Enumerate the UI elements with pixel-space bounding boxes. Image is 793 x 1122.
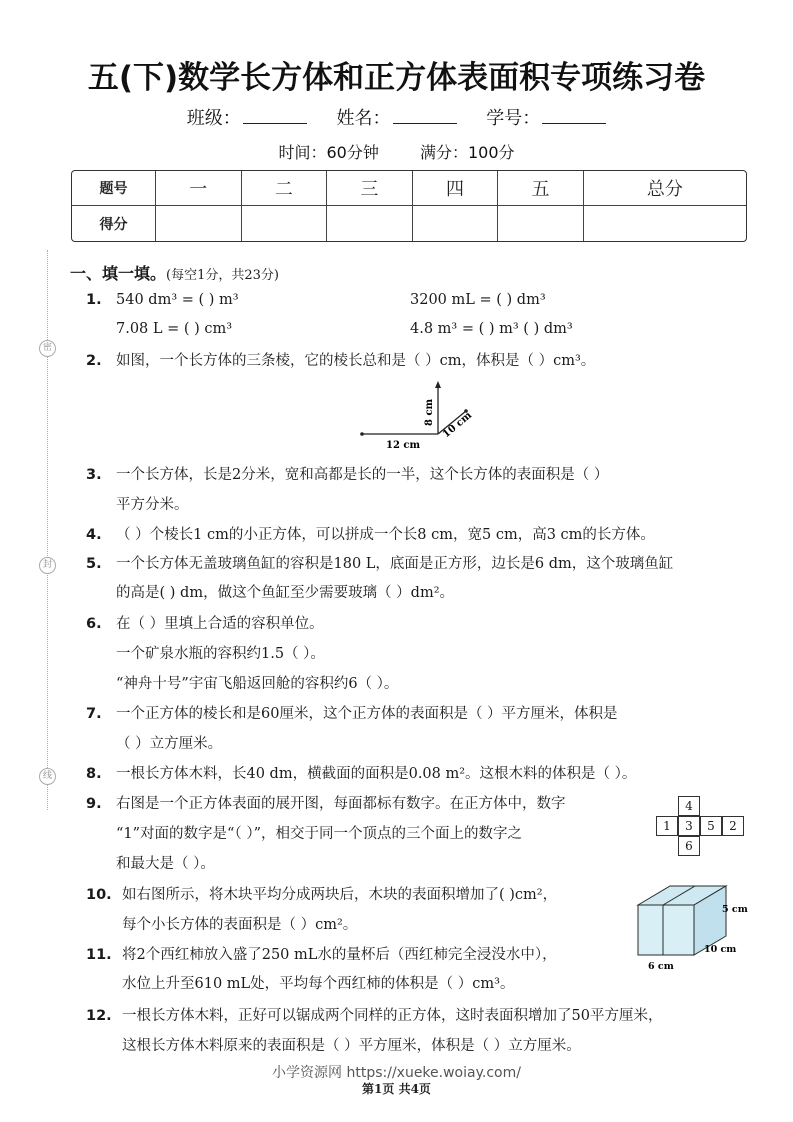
exam-meta: [0, 140, 793, 163]
question-7: 7. 一个正方体的棱长和是60厘米，这个正方体的表面积是（ ）平方厘米，体积是: [86, 706, 618, 722]
question-10: 10. 如右图所示，将木块平均分成两块后，木块的表面积增加了( )cm²，: [86, 887, 558, 903]
name-field[interactable]: 姓名：: [337, 104, 457, 130]
section-1-heading: 一、填一填。(每空1分，共23分): [70, 264, 279, 283]
net-face: 6: [678, 836, 700, 856]
score-table-cell: 得分: [72, 206, 156, 241]
score-table-cell: 五: [498, 171, 584, 206]
score-input-cell[interactable]: [584, 206, 746, 241]
cuboid-edges-figure: [350, 378, 490, 450]
score-input-cell[interactable]: [498, 206, 584, 241]
score-input-cell[interactable]: [242, 206, 328, 241]
svg-text:5 cm: 5 cm: [722, 904, 748, 915]
net-face: 1: [656, 816, 678, 836]
score-table-cell: 一: [156, 171, 242, 206]
svg-text:10 cm: 10 cm: [704, 944, 737, 955]
question-1a[interactable]: 540 dm³ = ( ) m³: [116, 292, 239, 308]
svg-text:8 cm: 8 cm: [424, 398, 435, 426]
page-title: 五(下)数学长方体和正方体表面积专项练习卷: [87, 60, 706, 96]
binding-mark-line: 线: [39, 768, 56, 785]
question-3: 3. 一个长方体，长是2分米，宽和高都是长的一半，这个长方体的表面积是（ ）: [86, 467, 609, 483]
score-table-cell: 二: [242, 171, 328, 206]
question-1c[interactable]: 7.08 L = ( ) cm³: [116, 321, 233, 337]
score-table-cell: 总分: [584, 171, 746, 206]
question-9: 9. 右图是一个正方体表面的展开图，每面都标有数字。在正方体中，数字: [86, 796, 566, 812]
score-table-cell: 题号: [72, 171, 156, 206]
question-1: 1. 540 dm³ = ( ) m³: [86, 292, 239, 308]
name-blank[interactable]: [393, 110, 457, 124]
binding-mark-close: 封: [39, 557, 56, 574]
svg-text:6 cm: 6 cm: [648, 961, 674, 972]
watermark: 小学资源网 https://xueke.woiay.com/: [272, 1065, 521, 1081]
question-1d[interactable]: 4.8 m³ = ( ) m³ ( ) dm³: [410, 321, 573, 337]
page-number: 第1页 共4页: [362, 1082, 431, 1096]
binding-mark-seal: 密: [39, 340, 56, 357]
net-face: 4: [678, 796, 700, 816]
score-table-cell: 三: [327, 171, 413, 206]
student-id-blank[interactable]: [542, 110, 606, 124]
class-blank[interactable]: [243, 110, 307, 124]
score-table-score-row: [72, 206, 746, 241]
split-block-figure: [630, 880, 760, 972]
score-table: [71, 170, 747, 242]
question-11: 11. 将2个西红柿放入盛了250 mL水的量杯后（西红柿完全浸没水中），: [86, 947, 557, 963]
question-1b[interactable]: 3200 mL = ( ) dm³: [410, 292, 546, 308]
score-input-cell[interactable]: [413, 206, 499, 241]
question-12: 12. 一根长方体木料，正好可以锯成两个同样的正方体，这时表面积增加了50平方厘米，: [86, 1008, 663, 1024]
score-table-cell: 四: [413, 171, 499, 206]
net-face: 5: [700, 816, 722, 836]
student-id-field[interactable]: 学号：: [486, 104, 606, 130]
question-4: 4. （ ）个棱长1 cm的小正方体，可以拼成一个长8 cm，宽5 cm，高3 cm的长方体。: [86, 527, 655, 543]
question-2: 2. 如图，一个长方体的三条棱，它的棱长总和是（ ）cm，体积是（ ）cm³。: [86, 353, 596, 369]
full-score: 满分：100分: [419, 143, 515, 162]
net-face: 2: [722, 816, 744, 836]
binding-line: [47, 250, 48, 810]
time-limit: 时间：60分钟: [278, 143, 379, 162]
score-input-cell[interactable]: [156, 206, 242, 241]
net-face: 3: [678, 816, 700, 836]
class-field[interactable]: 班级：: [187, 104, 307, 130]
question-8: 8. 一根长方体木料，长40 dm，横截面的面积是0.08 m²。这根木料的体积是（ ）。: [86, 766, 637, 782]
score-table-header-row: [72, 171, 746, 206]
svg-text:10 cm: 10 cm: [440, 409, 475, 441]
question-6: 6. 在（ ）里填上合适的容积单位。: [86, 616, 324, 632]
student-info-row: [0, 104, 793, 130]
score-input-cell[interactable]: [327, 206, 413, 241]
length-label: 12 cm: [386, 440, 421, 450]
question-5: 5. 一个长方体无盖玻璃鱼缸的容积是180 L，底面是正方形，边长是6 dm，这个玻璃鱼缸: [86, 556, 674, 572]
